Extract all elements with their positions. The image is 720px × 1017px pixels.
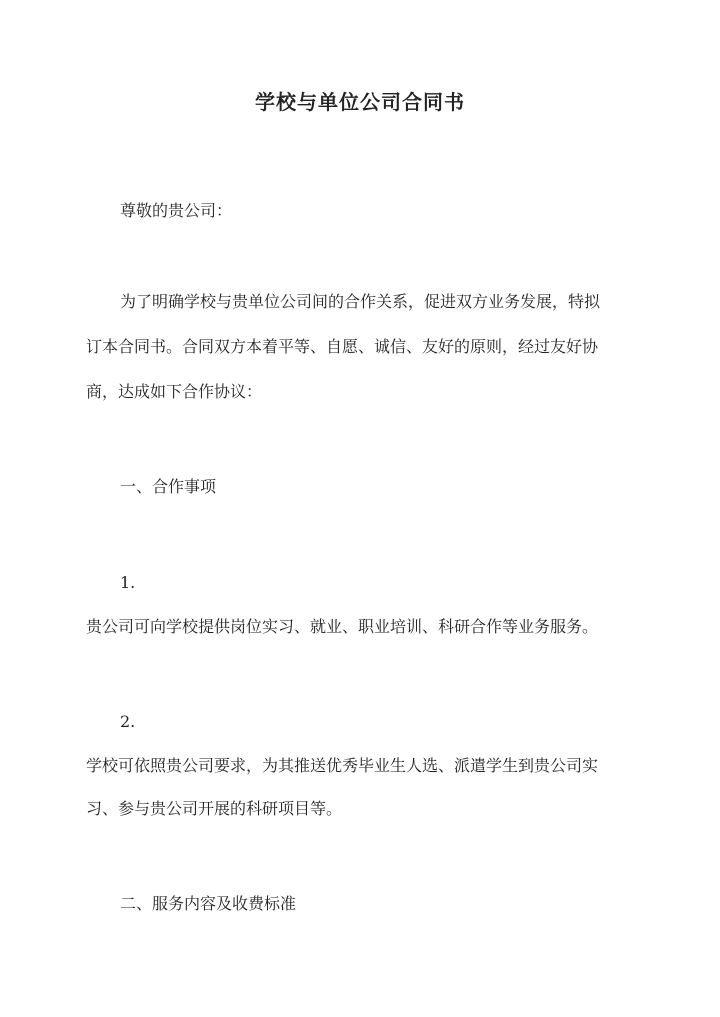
- item-text-2-line-1: 学校可依照贵公司要求，为其推送优秀毕业生人选、派遣学生到贵公司实: [86, 756, 599, 775]
- salutation: 尊敬的贵公司：: [120, 201, 233, 220]
- item-number-1: 1.: [120, 573, 136, 592]
- section-heading-1: 一、合作事项: [120, 477, 217, 496]
- item-text-1: 贵公司可向学校提供岗位实习、就业、职业培训、科研合作等业务服务。: [86, 617, 599, 636]
- item-text-2-line-2: 习、参与贵公司开展的科研项目等。: [86, 799, 343, 818]
- intro-line-3: 商，达成如下合作协议：: [86, 382, 263, 401]
- item-number-2: 2.: [120, 712, 136, 731]
- intro-line-1: 为了明确学校与贵单位公司间的合作关系，促进双方业务发展，特拟: [120, 292, 601, 311]
- section-heading-2: 二、服务内容及收费标准: [120, 894, 297, 913]
- intro-line-2: 订本合同书。合同双方本着平等、自愿、诚信、友好的原则，经过友好协: [86, 337, 599, 356]
- document-title: 学校与单位公司合同书: [255, 90, 465, 114]
